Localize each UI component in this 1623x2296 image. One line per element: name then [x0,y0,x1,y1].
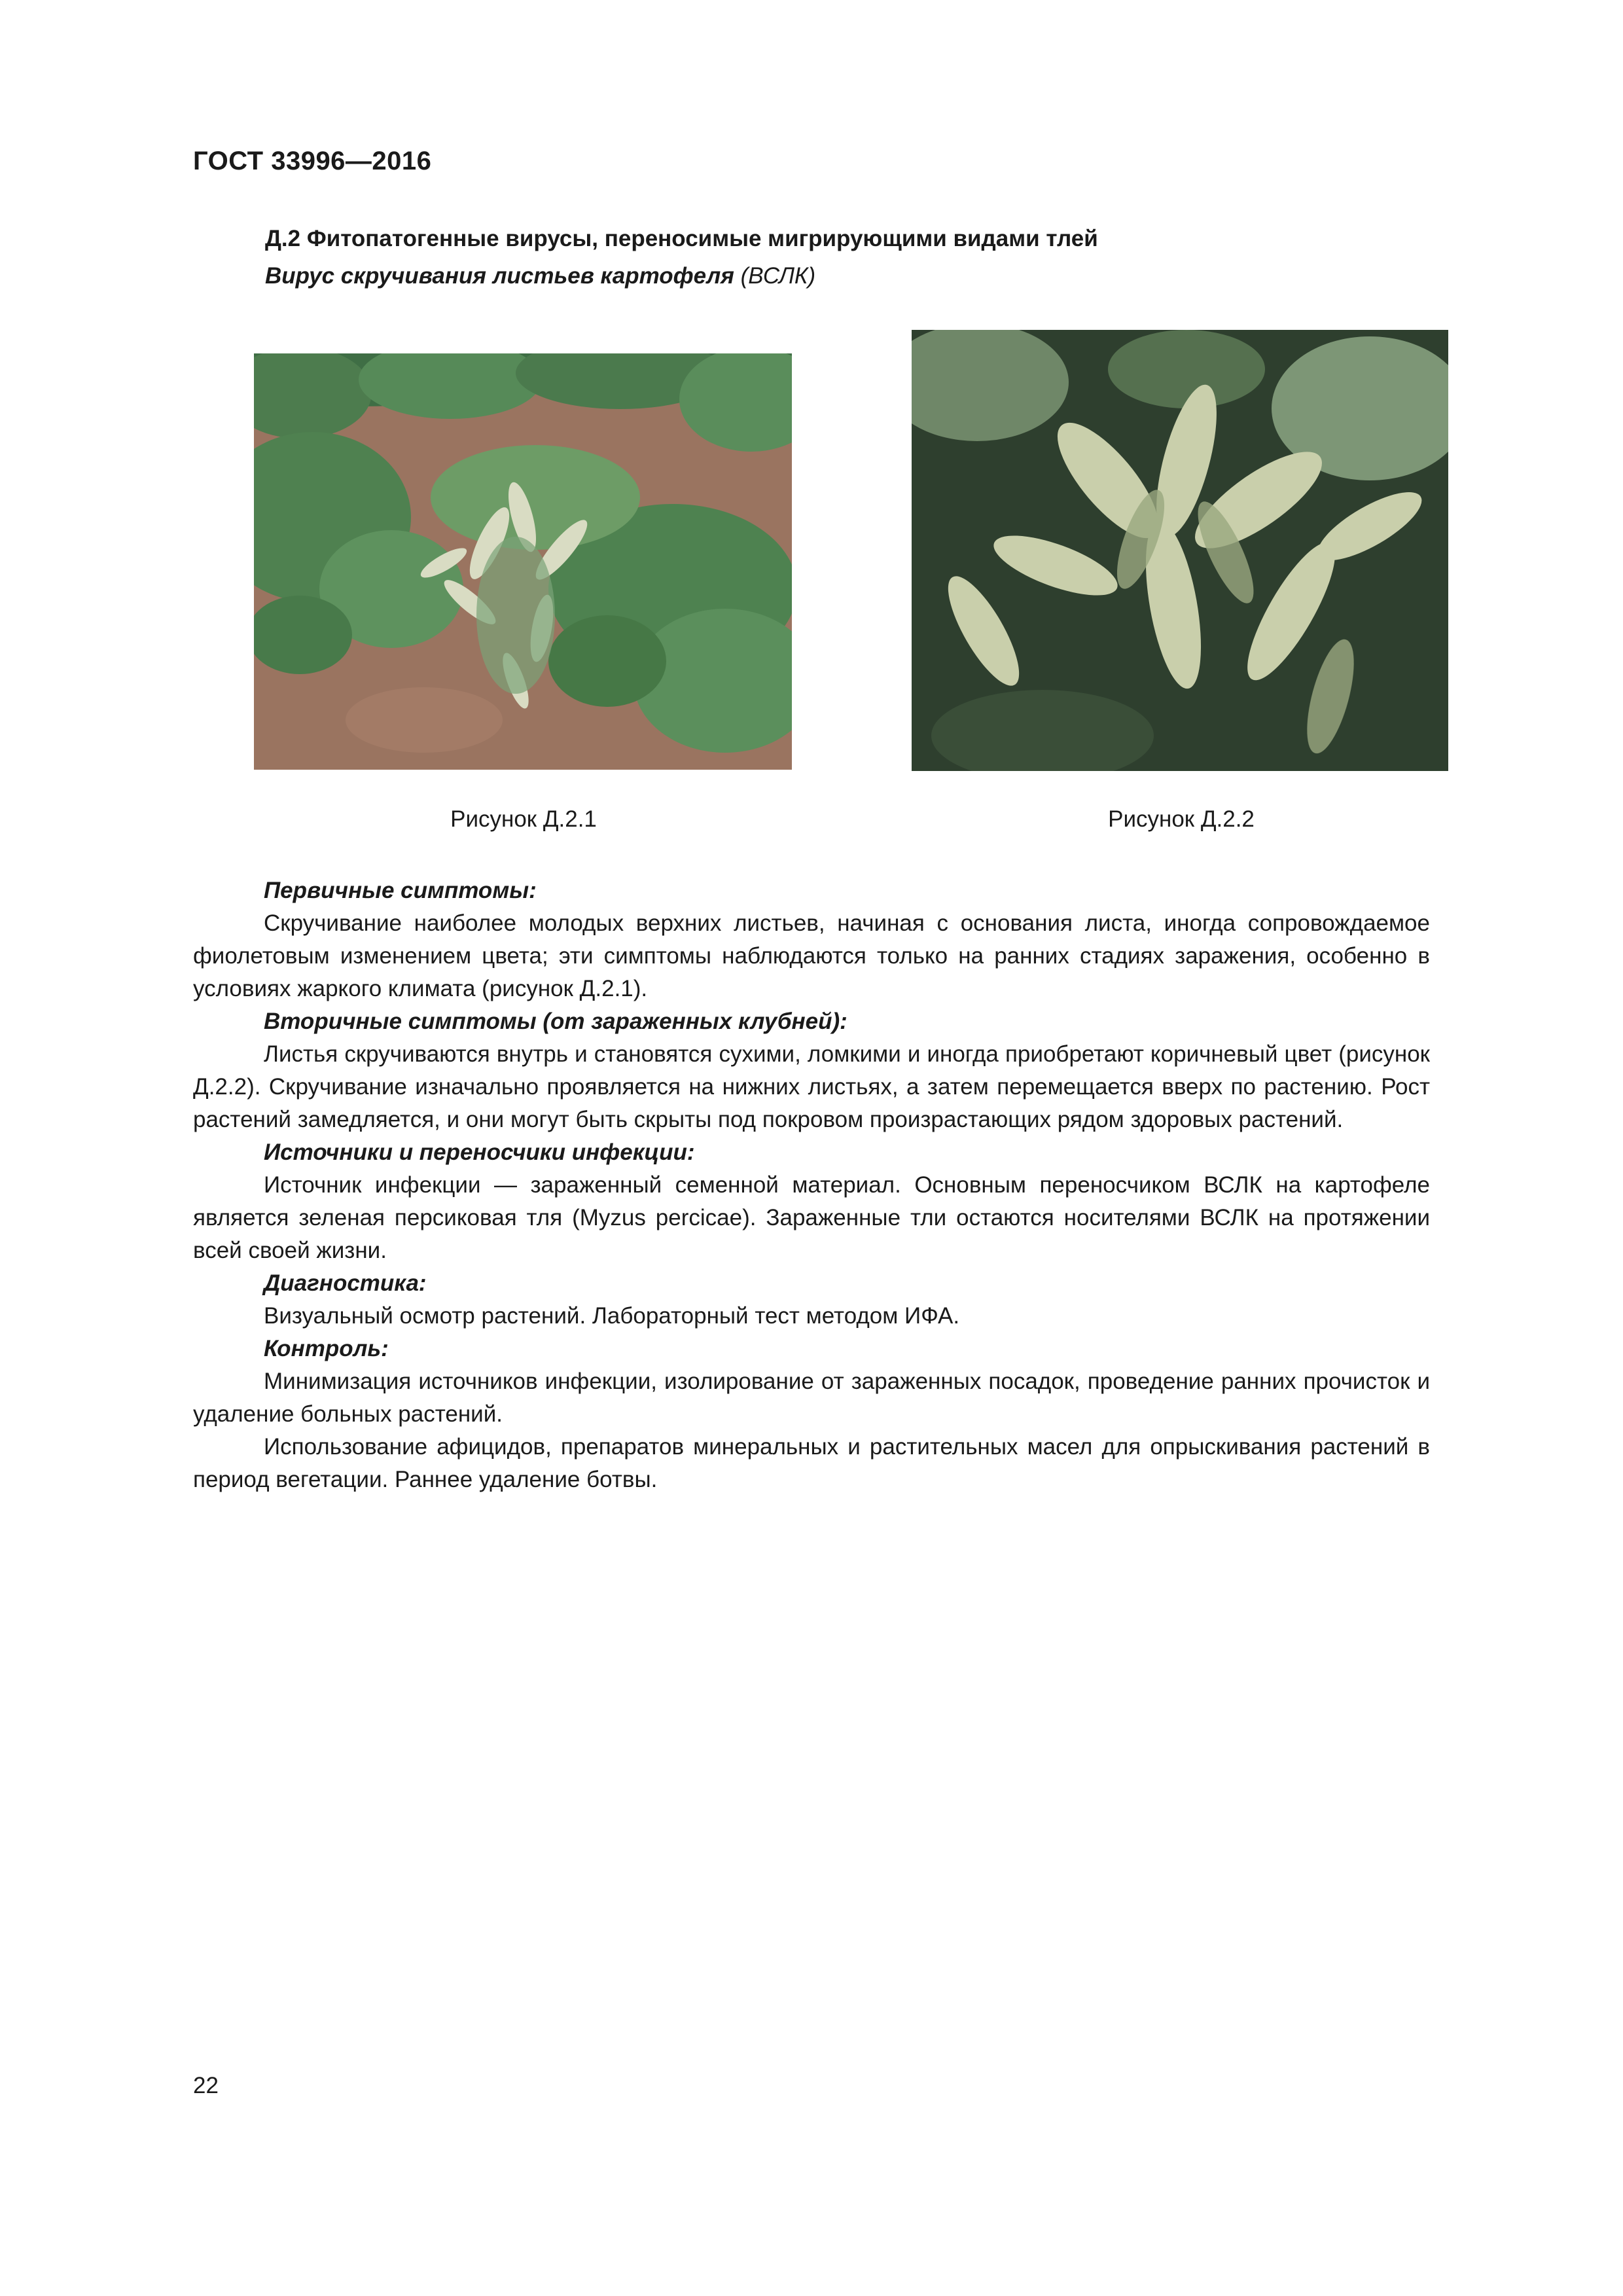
page-number: 22 [193,2073,219,2098]
virus-abbreviation: (ВСЛК) [740,263,816,289]
paragraph-sources: Источник инфекции — зараженный семенной материал. Основным переносчиком ВСЛК на картофеле является зеленая персиковая тля (Myzus percicae). Зараженные тли остаются носителями ВСЛК на протяжении всей своей жизни. [193,1172,1430,1263]
section-title: Д.2 Фитопатогенные вирусы, переносимые мигрирующими видами тлей [265,226,1098,251]
figure-1-photo [254,353,792,770]
paragraph-primary-symptoms: Скручивание наиболее молодых верхних листьев, начиная с основания листа, иногда сопровождаемое фиолетовым изменением цвета; эти симптомы наблюдаются только на ранних стадиях заражения, особенно в условиях жаркого климата (рисунок Д.2.1). [193,910,1430,1001]
figure-2-caption: Рисунок Д.2.2 [1108,806,1255,832]
heading-sources: Источники и переносчики инфекции: [264,1139,695,1165]
paragraph-diagnostics: Визуальный осмотр растений. Лабораторный тест методом ИФА. [264,1303,960,1329]
document-code: ГОСТ 33996—2016 [193,147,432,175]
heading-primary-symptoms: Первичные симптомы: [264,878,537,903]
figure-2-photo [912,330,1448,771]
heading-secondary-symptoms: Вторичные симптомы (от зараженных клубней): [264,1009,847,1034]
heading-diagnostics: Диагностика: [264,1270,427,1296]
virus-title [265,263,815,289]
paragraph-control-2: Использование афицидов, препаратов минеральных и растительных масел для опрыскивания растений в период вегетации. Раннее удаление ботвы. [193,1434,1430,1492]
body-text [193,874,1430,1496]
paragraph-secondary-symptoms: Листья скручиваются внутрь и становятся сухими, ломкими и иногда приобретают коричневый цвет (рисунок Д.2.2). Скручивание изначально проявляется на нижних листьях, а затем перемещается вверх по растению. Рост растений замедляется, и они могут быть скрыты под покровом произрастающих рядом здоровых растений. [193,1041,1430,1132]
heading-control: Контроль: [264,1336,389,1361]
paragraph-control-1: Минимизация источников инфекции, изолирование от зараженных посадок, проведение ранних прочисток и удаление больных растений. [193,1369,1430,1427]
virus-name: Вирус скручивания листьев картофеля [265,263,734,289]
figure-1-caption: Рисунок Д.2.1 [450,806,597,832]
